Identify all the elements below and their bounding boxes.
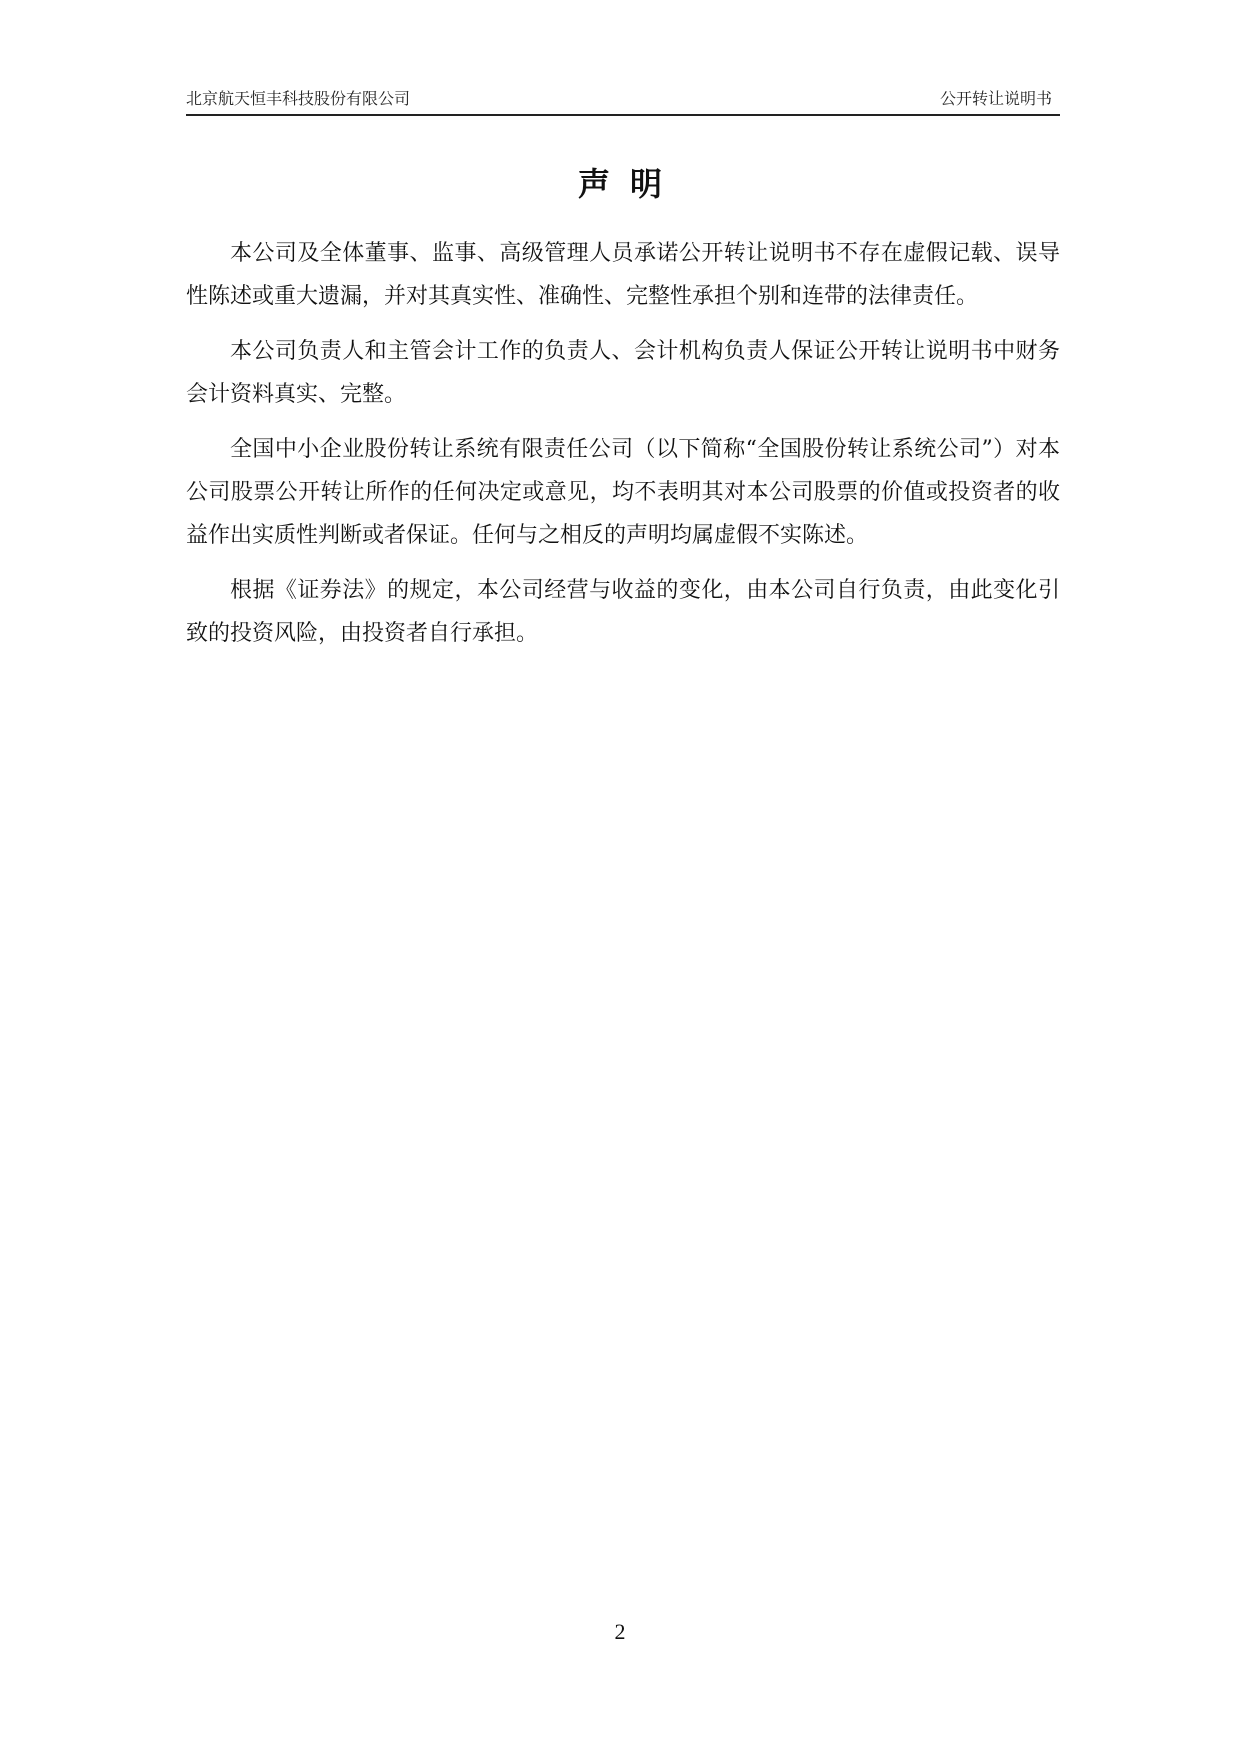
paragraph: 本公司及全体董事、监事、高级管理人员承诺公开转让说明书不存在虚假记载、误导性陈述或重大遗漏，并对其真实性、准确性、完整性承担个别和连带的法律责任。 (186, 241, 1060, 309)
header-company-name: 北京航天恒丰科技股份有限公司 (186, 89, 411, 108)
header-document-name: 公开转让说明书 (939, 89, 1052, 108)
page-header (186, 86, 1060, 116)
paragraph: 本公司负责人和主管会计工作的负责人、会计机构负责人保证公开转让说明书中财务会计资料真实、完整。 (186, 339, 1060, 407)
page-title: 声明 (577, 165, 682, 203)
paragraph: 根据《证券法》的规定，本公司经营与收益的变化，由本公司自行负责，由此变化引致的投资风险，由投资者自行承担。 (186, 578, 1060, 646)
paragraph: 全国中小企业股份转让系统有限责任公司（以下简称“全国股份转让系统公司”）对本公司股票公开转让所作的任何决定或意见，均不表明其对本公司股票的价值或投资者的收益作出实质性判断或者保证。任何与之相反的声明均属虚假不实陈述。 (186, 437, 1060, 548)
page-number: 2 (614, 1619, 626, 1644)
declaration-body (186, 232, 1060, 667)
